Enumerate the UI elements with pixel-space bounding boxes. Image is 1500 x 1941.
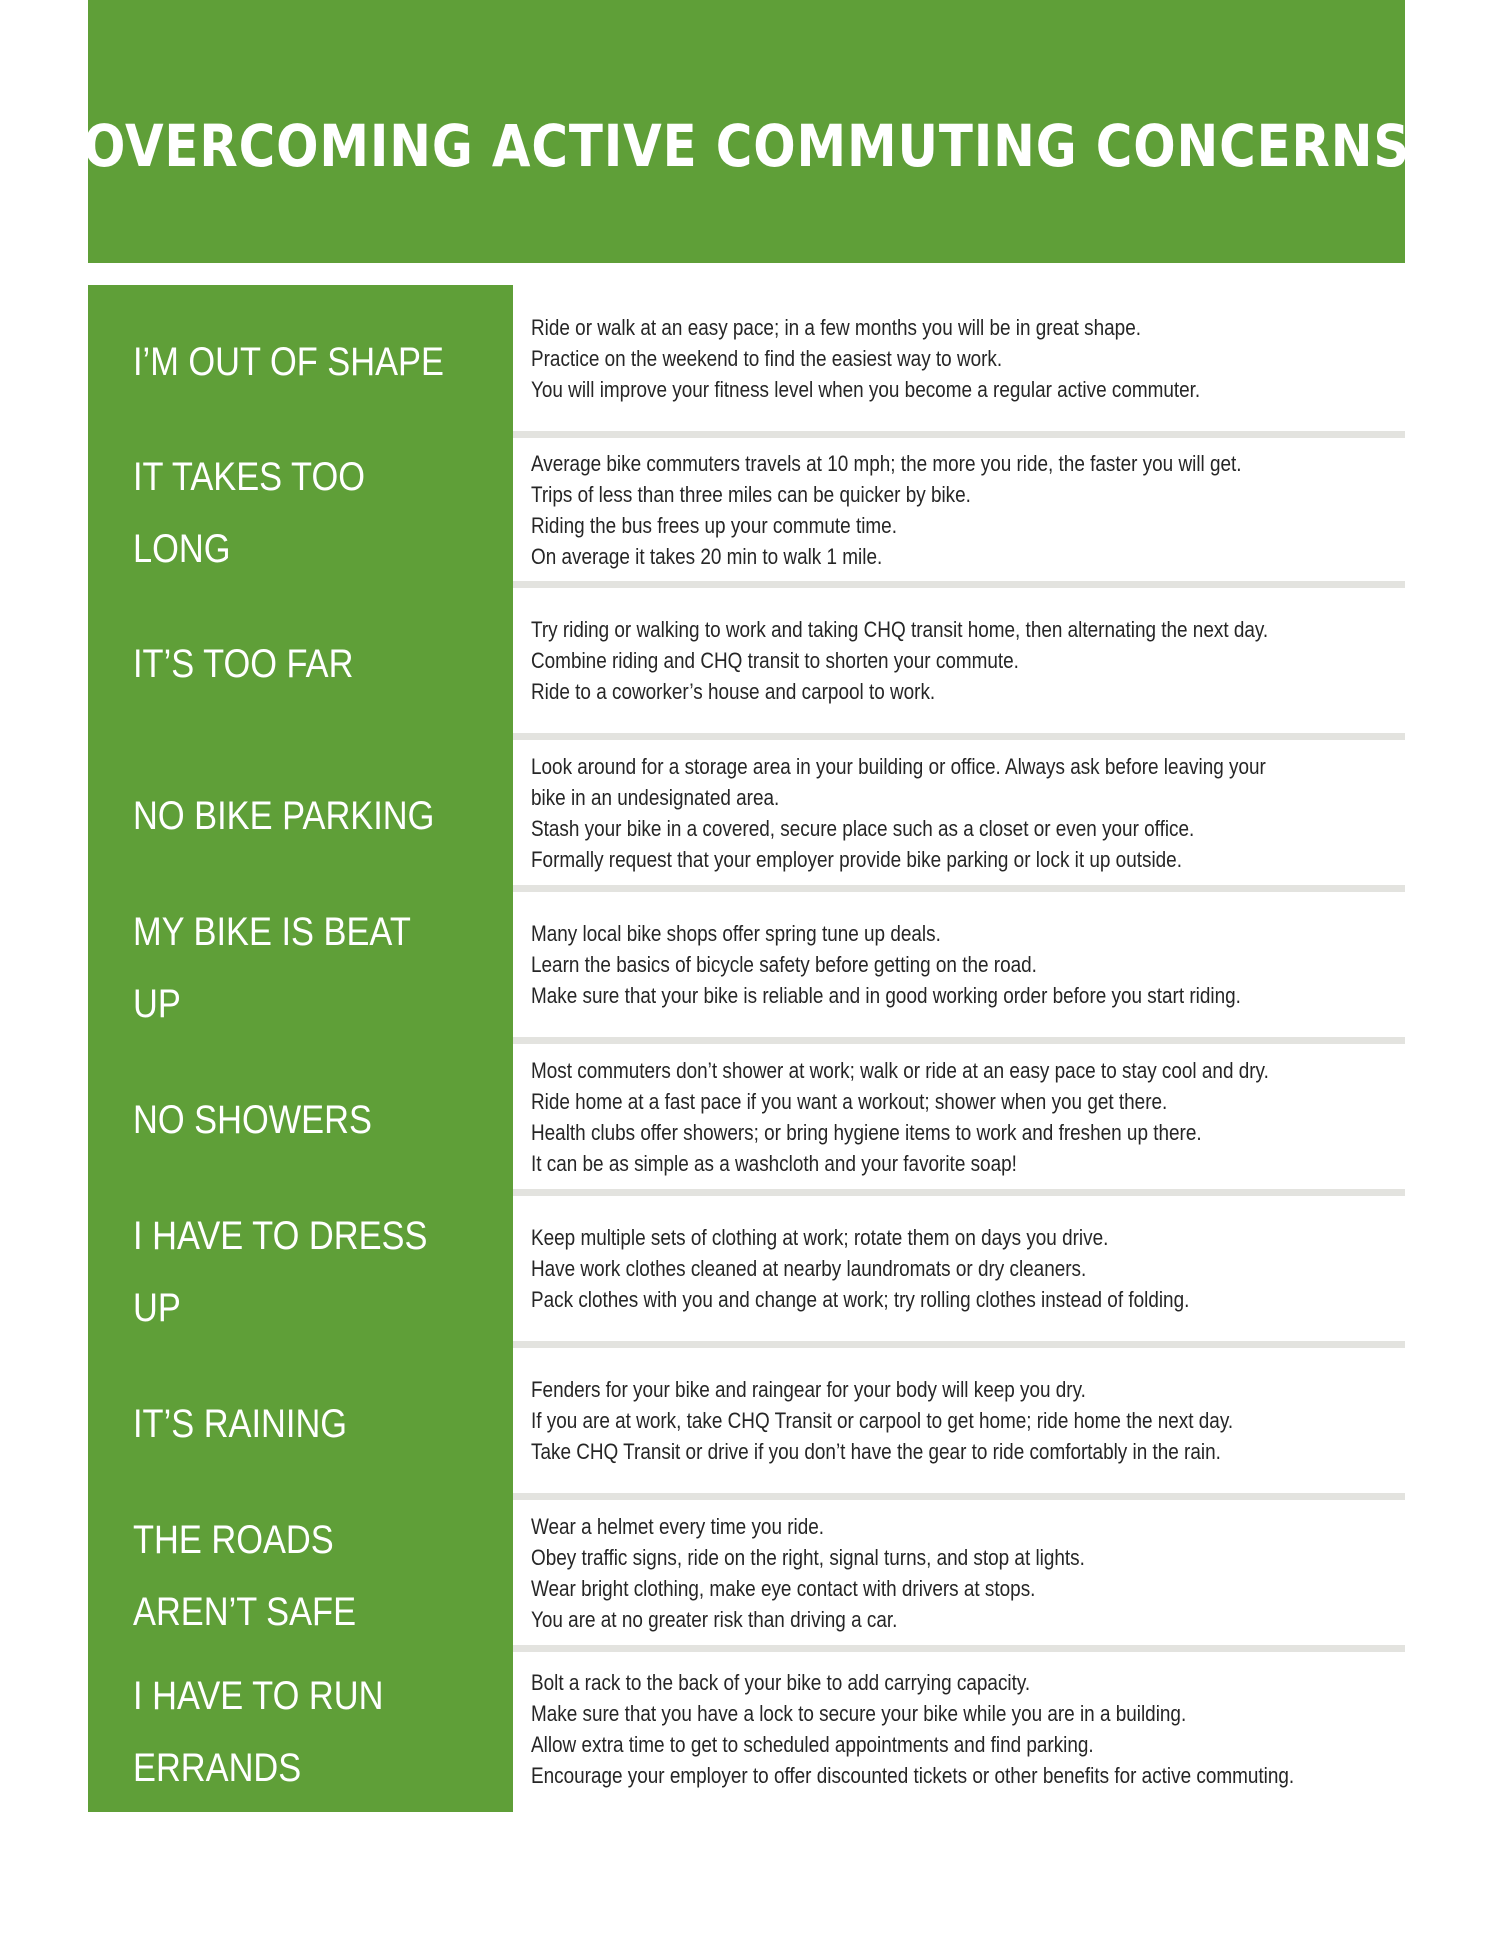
concern-label-box xyxy=(88,1652,513,1812)
concern-solutions xyxy=(531,1044,1431,1189)
row-divider xyxy=(513,1493,1405,1500)
solution-line: Average bike commuters travels at 10 mph; the more you ride, the faster you will get. xyxy=(531,450,1242,476)
solution-line: Obey traffic signs, ride on the right, signal turns, and stop at lights. xyxy=(531,1544,1085,1570)
solution-line: Wear a helmet every time you ride. xyxy=(531,1513,825,1539)
concern-label: I’M OUT OF SHAPE xyxy=(133,339,444,384)
solution-line: Formally request that your employer provide bike parking or lock it up outside. xyxy=(531,846,1182,872)
concern-label-box xyxy=(88,892,513,1044)
solution-line: Health clubs offer showers; or bring hygiene items to work and freshen up there. xyxy=(531,1119,1202,1145)
concern-label-box xyxy=(88,1044,513,1196)
concern-row xyxy=(88,1500,1405,1652)
concern-row xyxy=(88,1044,1405,1196)
solution-line: On average it takes 20 min to walk 1 mile. xyxy=(531,543,883,569)
solution-line: Allow extra time to get to scheduled appointments and find parking. xyxy=(531,1731,1094,1757)
solution-line: Make sure that your bike is reliable and in good working order before you start riding. xyxy=(531,983,1241,1008)
concern-row xyxy=(88,285,1405,438)
solution-line: Encourage your employer to offer discounted tickets or other benefits for active commuting. xyxy=(531,1762,1295,1788)
concern-solutions xyxy=(531,588,1431,733)
solution-line: Riding the bus frees up your commute time. xyxy=(531,512,897,538)
solution-line: Stash your bike in a covered, secure place such as a closet or even your office. xyxy=(531,815,1195,841)
solution-line: Combine riding and CHQ transit to shorten your commute. xyxy=(531,648,1019,673)
row-divider xyxy=(513,581,1405,588)
concern-row xyxy=(88,1652,1405,1812)
solution-line: Learn the basics of bicycle safety before getting on the road. xyxy=(531,952,1037,977)
concern-solutions xyxy=(531,1500,1431,1645)
solution-line: Take CHQ Transit or drive if you don’t have the gear to ride comfortably in the rain. xyxy=(531,1439,1221,1464)
concern-label: IT TAKES TOO LONG xyxy=(133,455,365,571)
solution-line: It can be as simple as a washcloth and your favorite soap! xyxy=(531,1150,1017,1176)
solution-line: bike in an undesignated area. xyxy=(531,784,780,810)
concern-row xyxy=(88,438,1405,588)
concern-label-box xyxy=(88,438,513,588)
concern-solutions xyxy=(531,1652,1431,1805)
concern-label-box xyxy=(88,1196,513,1348)
concern-row xyxy=(88,740,1405,892)
concern-label: NO BIKE PARKING xyxy=(133,794,435,838)
solution-line: Fenders for your bike and raingear for your body will keep you dry. xyxy=(531,1377,1086,1402)
solution-line: If you are at work, take CHQ Transit or carpool to get home; ride home the next day. xyxy=(531,1408,1234,1433)
solution-line: Ride home at a fast pace if you want a workout; shower when you get there. xyxy=(531,1088,1168,1114)
concern-label-box xyxy=(88,285,513,438)
concern-row xyxy=(88,588,1405,740)
row-divider xyxy=(513,1645,1405,1652)
row-divider xyxy=(513,431,1405,438)
concern-solutions xyxy=(531,892,1431,1037)
solution-line: Trips of less than three miles can be quicker by bike. xyxy=(531,481,971,507)
concern-label: IT’S RAINING xyxy=(133,1402,348,1446)
concern-label: THE ROADS AREN’T SAFE xyxy=(133,1518,357,1634)
concern-label-box xyxy=(88,588,513,740)
concern-solutions xyxy=(531,1348,1431,1493)
row-divider xyxy=(513,1037,1405,1044)
concern-label-box xyxy=(88,1500,513,1652)
solution-line: Most commuters don’t shower at work; walk or ride at an easy pace to stay cool and dry. xyxy=(531,1057,1269,1083)
solution-line: Make sure that you have a lock to secure your bike while you are in a building. xyxy=(531,1700,1187,1726)
solution-line: Look around for a storage area in your building or office. Always ask before leaving your xyxy=(531,753,1266,779)
concern-row xyxy=(88,1348,1405,1500)
page-title: OVERCOMING ACTIVE COMMUTING CONCERNS xyxy=(82,111,1411,180)
title-banner xyxy=(82,0,1411,263)
concern-solutions xyxy=(531,1196,1431,1341)
concern-row xyxy=(88,1196,1405,1348)
solution-line: Many local bike shops offer spring tune up deals. xyxy=(531,921,941,946)
concern-solutions xyxy=(531,438,1431,581)
row-divider xyxy=(513,1189,1405,1196)
row-divider xyxy=(513,1341,1405,1348)
solution-line: Have work clothes cleaned at nearby laundromats or dry cleaners. xyxy=(531,1256,1087,1281)
solution-line: You will improve your fitness level when you become a regular active commuter. xyxy=(531,376,1201,402)
concern-label-box xyxy=(88,740,513,892)
concern-label: I HAVE TO DRESS UP xyxy=(133,1214,428,1330)
concern-label: NO SHOWERS xyxy=(133,1098,372,1142)
concern-label: IT’S TOO FAR xyxy=(133,642,354,686)
concern-solutions xyxy=(531,285,1431,431)
solution-line: Pack clothes with you and change at work; try rolling clothes instead of folding. xyxy=(531,1287,1190,1312)
solution-line: Bolt a rack to the back of your bike to add carrying capacity. xyxy=(531,1669,1031,1695)
concern-label: MY BIKE IS BEAT UP xyxy=(133,910,411,1026)
row-divider xyxy=(513,885,1405,892)
concern-solutions xyxy=(531,740,1431,885)
concern-row xyxy=(88,892,1405,1044)
concern-label: I HAVE TO RUN ERRANDS xyxy=(133,1674,384,1790)
solution-line: Try riding or walking to work and taking CHQ transit home, then alternating the next day. xyxy=(531,617,1269,642)
solution-line: Keep multiple sets of clothing at work; rotate them on days you drive. xyxy=(531,1225,1109,1250)
solution-line: Ride or walk at an easy pace; in a few months you will be in great shape. xyxy=(531,314,1141,340)
concern-label-box xyxy=(88,1348,513,1500)
solution-line: Wear bright clothing, make eye contact with drivers at stops. xyxy=(531,1575,1036,1601)
row-divider xyxy=(513,733,1405,740)
solution-line: You are at no greater risk than driving a car. xyxy=(531,1606,898,1632)
solution-line: Practice on the weekend to find the easiest way to work. xyxy=(531,345,1003,371)
solution-line: Ride to a coworker’s house and carpool to work. xyxy=(531,679,936,704)
